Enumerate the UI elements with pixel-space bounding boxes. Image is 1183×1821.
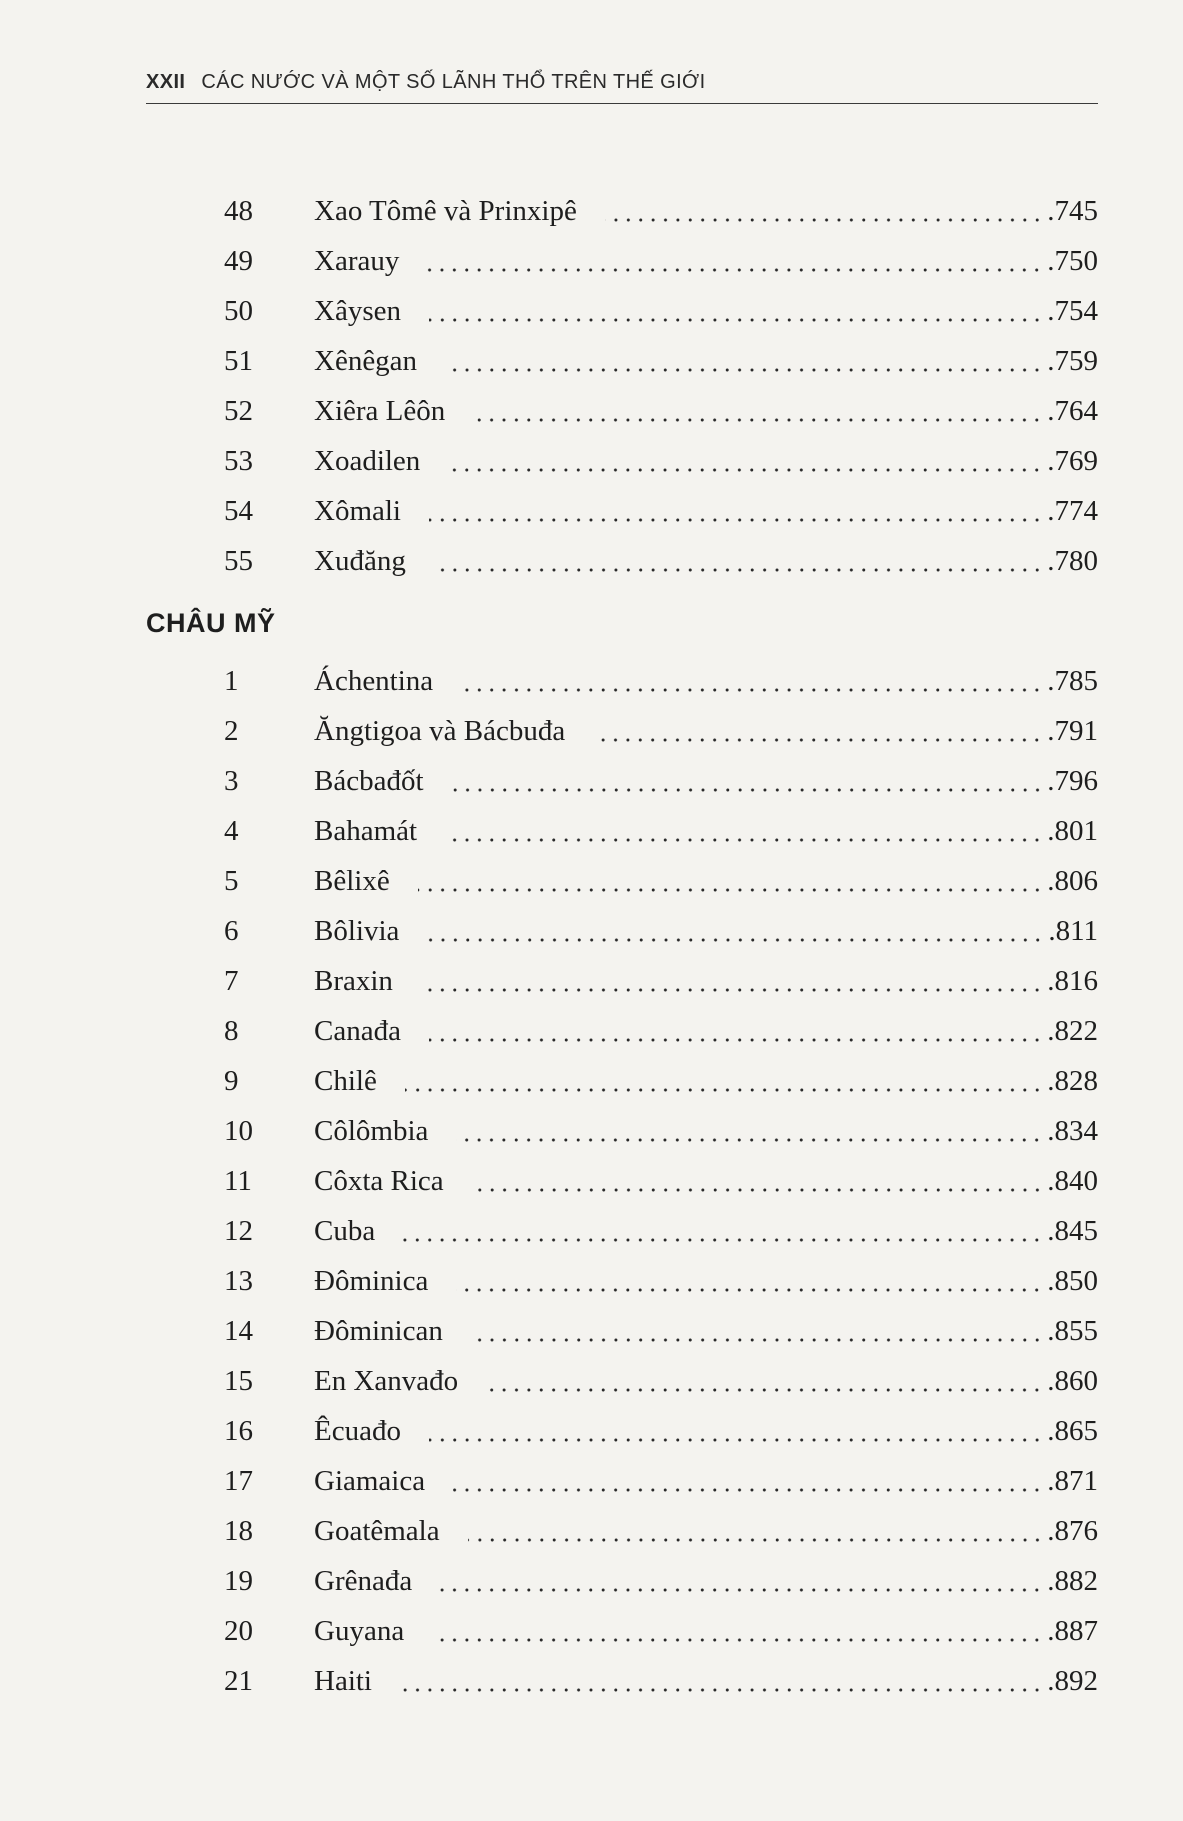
- entry-title: Xômali: [314, 495, 401, 527]
- entry-number: 53: [224, 445, 253, 477]
- entry-title: Goatêmala: [314, 1515, 440, 1547]
- entry-page-number: .806: [1047, 865, 1098, 897]
- dot-leader: [448, 468, 1043, 472]
- header-page-number: XXII: [146, 71, 186, 93]
- entry-page-number: .816: [1047, 965, 1098, 997]
- entry-title: Grênađa: [314, 1565, 413, 1597]
- entry-number: 14: [224, 1315, 253, 1347]
- entry-number: 52: [224, 395, 253, 427]
- entry-page-number: .785: [1047, 665, 1098, 697]
- dot-leader: [440, 1588, 1043, 1592]
- toc-entry: [146, 656, 1098, 706]
- entry-title: Xiêra Lêôn: [314, 395, 446, 427]
- dot-leader: [432, 1638, 1043, 1642]
- toc-entry: [146, 1506, 1098, 1556]
- entry-number: 50: [224, 295, 253, 327]
- entry-page-number: .801: [1047, 815, 1098, 847]
- entry-page-number: .882: [1047, 1565, 1098, 1597]
- dot-leader: [468, 1538, 1044, 1542]
- toc-group-africa-continued: [146, 186, 1098, 586]
- entry-number: 55: [224, 545, 253, 577]
- entry-page-number: .840: [1047, 1165, 1098, 1197]
- entry-title: Giamaica: [314, 1465, 426, 1497]
- entry-page-number: .865: [1047, 1415, 1098, 1447]
- entry-title: Đôminican: [314, 1315, 443, 1347]
- running-header: [146, 71, 1098, 104]
- entry-title: Áchentina: [314, 665, 434, 697]
- entry-page-number: .774: [1047, 495, 1098, 527]
- entry-title: Xuđăng: [314, 545, 406, 577]
- entry-number: 11: [224, 1165, 252, 1197]
- dot-leader: [434, 568, 1043, 572]
- entry-number: 16: [224, 1415, 253, 1447]
- entry-number: 51: [224, 345, 253, 377]
- dot-leader: [461, 688, 1043, 692]
- entry-number: 1: [224, 665, 239, 697]
- dot-leader: [486, 1388, 1043, 1392]
- dot-leader: [445, 838, 1043, 842]
- entry-number: 54: [224, 495, 253, 527]
- entry-number: 4: [224, 815, 239, 847]
- toc-entry: [146, 1256, 1098, 1306]
- entry-title: Xao Tômê và Prinxipê: [314, 195, 577, 227]
- entry-number: 18: [224, 1515, 253, 1547]
- entry-number: 15: [224, 1365, 253, 1397]
- entry-page-number: .796: [1047, 765, 1098, 797]
- entry-page-number: .855: [1047, 1315, 1098, 1347]
- section-heading: CHÂU MỸ: [146, 607, 276, 638]
- toc-entry: [146, 1006, 1098, 1056]
- dot-leader: [429, 318, 1043, 322]
- entry-title: Đôminica: [314, 1265, 429, 1297]
- dot-leader: [593, 738, 1043, 742]
- entry-page-number: .828: [1047, 1065, 1098, 1097]
- entry-page-number: .860: [1047, 1365, 1098, 1397]
- entry-number: 12: [224, 1215, 253, 1247]
- toc-entry: [146, 856, 1098, 906]
- entry-title: Xâysen: [314, 295, 401, 327]
- dot-leader: [405, 1088, 1043, 1092]
- toc-entry: [146, 186, 1098, 236]
- dot-leader: [456, 1288, 1043, 1292]
- entry-number: 21: [224, 1665, 253, 1697]
- entry-page-number: .750: [1047, 245, 1098, 277]
- entry-title: Ăngtigoa và Bácbuđa: [314, 715, 566, 747]
- entry-number: 6: [224, 915, 239, 947]
- dot-leader: [400, 1688, 1043, 1692]
- dot-leader: [456, 1138, 1043, 1142]
- dot-leader: [403, 1238, 1043, 1242]
- dot-leader: [421, 988, 1043, 992]
- entry-page-number: .892: [1047, 1665, 1098, 1697]
- entry-title: Côlômbia: [314, 1115, 429, 1147]
- dot-leader: [453, 1488, 1043, 1492]
- entry-page-number: .871: [1047, 1465, 1098, 1497]
- dot-leader: [472, 1188, 1044, 1192]
- toc-entry: [146, 486, 1098, 536]
- toc-entry: [146, 806, 1098, 856]
- toc-entry: [146, 906, 1098, 956]
- toc-entry: [146, 1356, 1098, 1406]
- entry-page-number: .850: [1047, 1265, 1098, 1297]
- entry-number: 5: [224, 865, 239, 897]
- entry-number: 17: [224, 1465, 253, 1497]
- entry-title: Côxta Rica: [314, 1165, 444, 1197]
- entry-page-number: .887: [1047, 1615, 1098, 1647]
- toc-entry: [146, 1556, 1098, 1606]
- entry-title: Xoadilen: [314, 445, 421, 477]
- entry-title: Xênêgan: [314, 345, 418, 377]
- entry-title: Cuba: [314, 1215, 376, 1247]
- entry-page-number: .876: [1047, 1515, 1098, 1547]
- toc-entry: [146, 1656, 1098, 1706]
- dot-leader: [452, 788, 1044, 792]
- toc-entry: [146, 1206, 1098, 1256]
- toc-entry: [146, 1406, 1098, 1456]
- dot-leader: [605, 218, 1043, 222]
- entry-title: En Xanvađo: [314, 1365, 459, 1397]
- entry-page-number: .811: [1048, 915, 1098, 947]
- entry-title: Êcuađo: [314, 1415, 401, 1447]
- entry-page-number: .764: [1047, 395, 1098, 427]
- dot-leader: [427, 938, 1044, 942]
- dot-leader: [473, 418, 1043, 422]
- entry-title: Bêlixê: [314, 865, 390, 897]
- entry-number: 13: [224, 1265, 253, 1297]
- entry-title: Bahamát: [314, 815, 418, 847]
- entry-number: 49: [224, 245, 253, 277]
- entry-page-number: .822: [1047, 1015, 1098, 1047]
- toc-entry: [146, 436, 1098, 486]
- entry-page-number: .791: [1047, 715, 1098, 747]
- entry-page-number: .754: [1047, 295, 1098, 327]
- toc-entry: [146, 1606, 1098, 1656]
- toc-entry: [146, 236, 1098, 286]
- entry-page-number: .745: [1047, 195, 1098, 227]
- entry-page-number: .834: [1047, 1115, 1098, 1147]
- entry-page-number: .769: [1047, 445, 1098, 477]
- toc-entry: [146, 956, 1098, 1006]
- entry-number: 8: [224, 1015, 239, 1047]
- entry-number: 19: [224, 1565, 253, 1597]
- entry-title: Braxin: [314, 965, 393, 997]
- entry-title: Bôlivia: [314, 915, 400, 947]
- entry-title: Bácbađốt: [314, 765, 424, 797]
- dot-leader: [418, 888, 1044, 892]
- toc-entry: [146, 1056, 1098, 1106]
- entry-number: 48: [224, 195, 253, 227]
- toc-entry: [146, 1106, 1098, 1156]
- entry-title: Haiti: [314, 1665, 372, 1697]
- toc-entry: [146, 386, 1098, 436]
- dot-leader: [429, 1438, 1043, 1442]
- toc-entry: [146, 1156, 1098, 1206]
- entry-number: 3: [224, 765, 239, 797]
- dot-leader: [471, 1338, 1043, 1342]
- entry-page-number: .780: [1047, 545, 1098, 577]
- dot-leader: [445, 368, 1043, 372]
- toc-entry: [146, 1456, 1098, 1506]
- entry-title: Chilê: [314, 1065, 377, 1097]
- entry-number: 9: [224, 1065, 239, 1097]
- entry-number: 20: [224, 1615, 253, 1647]
- table-of-contents: [146, 186, 1098, 1706]
- dot-leader: [429, 518, 1043, 522]
- entry-title: Guyana: [314, 1615, 405, 1647]
- entry-number: 2: [224, 715, 239, 747]
- toc-entry: [146, 536, 1098, 586]
- toc-entry: [146, 756, 1098, 806]
- entry-number: 10: [224, 1115, 253, 1147]
- dot-leader: [429, 1038, 1043, 1042]
- toc-entry: [146, 706, 1098, 756]
- header-title: CÁC NƯỚC VÀ MỘT SỐ LÃNH THỔ TRÊN THẾ GIỚI: [201, 71, 706, 93]
- toc-entry: [146, 336, 1098, 386]
- entry-page-number: .759: [1047, 345, 1098, 377]
- entry-title: Xarauy: [314, 245, 400, 277]
- dot-leader: [427, 268, 1043, 272]
- toc-group-americas: [146, 656, 1098, 1706]
- toc-entry: [146, 286, 1098, 336]
- entry-number: 7: [224, 965, 239, 997]
- entry-page-number: .845: [1047, 1215, 1098, 1247]
- entry-title: Canađa: [314, 1015, 401, 1047]
- toc-entry: [146, 1306, 1098, 1356]
